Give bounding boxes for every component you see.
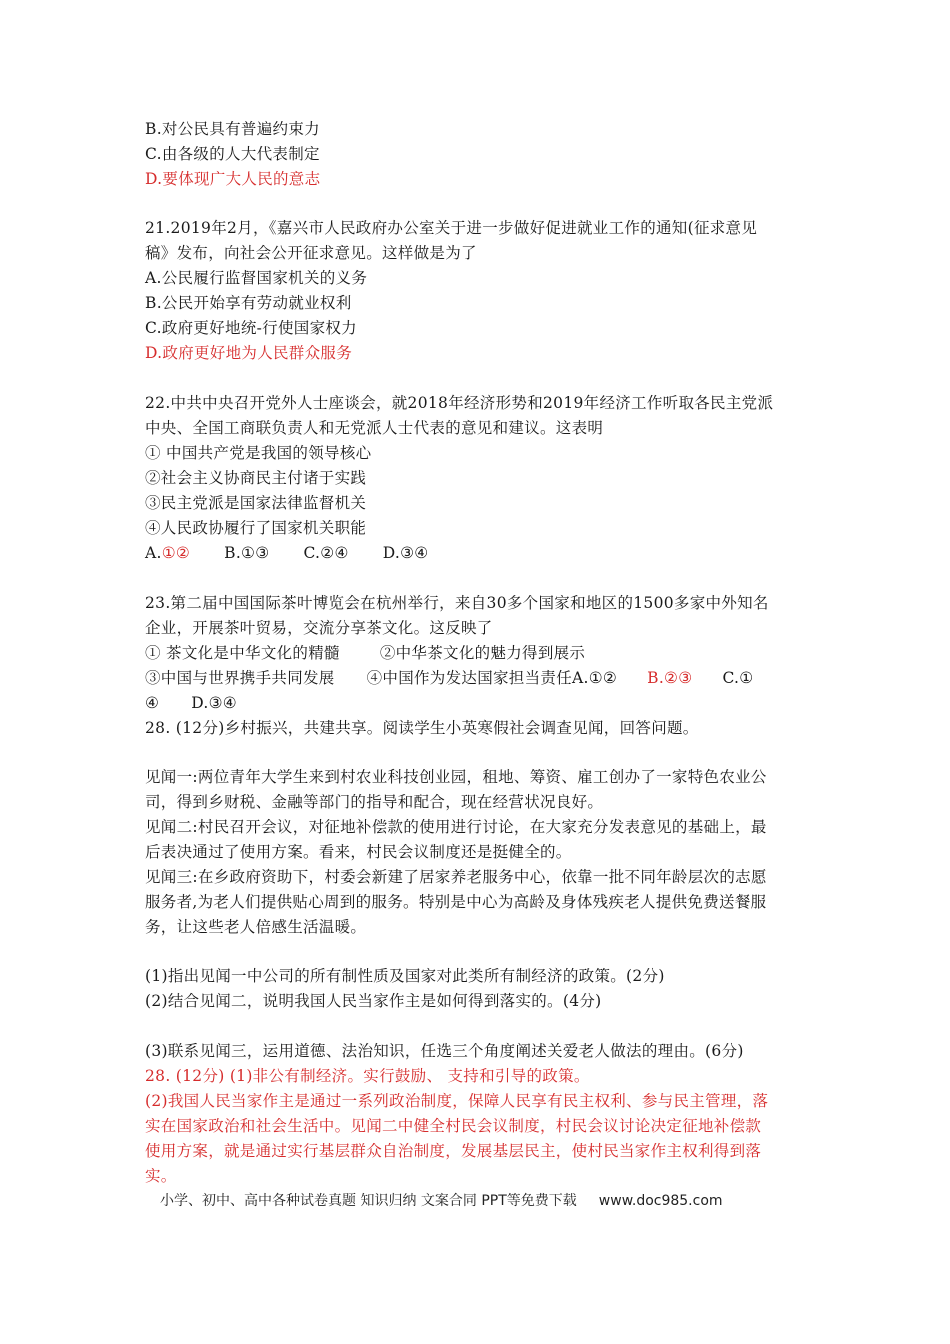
q28-answer-2-line4: 实。 bbox=[145, 1167, 177, 1185]
q23-item-4: ④中国作为发达国家担当责任 bbox=[366, 669, 573, 687]
q23-items-row2 bbox=[145, 666, 753, 690]
q22-option-c: C.②④ bbox=[303, 544, 349, 562]
q22-option-d: D.③④ bbox=[382, 544, 429, 562]
q20-option-c: C.由各级的人大代表制定 bbox=[145, 145, 320, 163]
q23-stem-line2: 企业，开展茶叶贸易，交流分享茶文化。这反映了 bbox=[145, 619, 493, 637]
q28-sub1: (1)指出见闻一中公司的所有制性质及国家对此类所有制经济的政策。(2分) bbox=[145, 967, 665, 985]
q22-item-4: ④人民政协履行了国家机关职能 bbox=[145, 519, 367, 537]
footer-url-link[interactable]: www.doc985.com bbox=[598, 1193, 723, 1209]
q22-stem-line1: 22.中共中央召开党外人士座谈会，就2018年经济形势和2019年经济工作听取各民主党派 bbox=[145, 394, 774, 412]
q28-answer-2-line1: (2)我国人民当家作主是通过一系列政治制度，保障人民享有民主权利、参与民主管理，落 bbox=[145, 1092, 769, 1110]
q21-option-b: B.公民开始享有劳动就业权利 bbox=[145, 294, 352, 312]
q28-jianwen3-line2: 服务者,为老人们提供贴心周到的服务。特别是中心为高龄及身体残疾老人提供免费送餐服 bbox=[145, 893, 767, 911]
q23-option-b-answer: B.②③ bbox=[647, 669, 693, 687]
q22-option-b: B.①③ bbox=[224, 544, 270, 562]
q22-options bbox=[145, 541, 428, 565]
q22-option-a-prefix: A. bbox=[145, 544, 162, 562]
q23-item-3: ③中国与世界携手共同发展 bbox=[145, 669, 335, 687]
q22-item-2: ②社会主义协商民主付诸于实践 bbox=[145, 469, 367, 487]
q28-jianwen3-line3: 务，让这些老人倍感生活温暖。 bbox=[145, 918, 367, 936]
q28-sub2: (2)结合见闻二，说明我国人民当家作主是如何得到落实的。(4分) bbox=[145, 992, 602, 1010]
q28-header: 28. (12分)乡村振兴，共建共享。阅读学生小英寒假社会调查见闻，回答问题。 bbox=[145, 719, 699, 737]
q28-sub3: (3)联系见闻三，运用道德、法治知识，任选三个角度阐述关爱老人做法的理由。(6分) bbox=[145, 1042, 744, 1060]
q21-option-a: A.公民履行监督国家机关的义务 bbox=[145, 269, 368, 287]
q28-jianwen1-line2: 司，得到乡财税、金融等部门的指导和配合，现在经营状况良好。 bbox=[145, 793, 604, 811]
q20-option-b: B.对公民具有普遍约束力 bbox=[145, 120, 320, 138]
q23-items-row1 bbox=[145, 641, 585, 665]
q28-jianwen1-line1: 见闻一:两位青年大学生来到村农业科技创业园，租地、筹资、雇工创办了一家特色农业公 bbox=[145, 768, 767, 786]
q28-answer-1: 28. (12分) (1)非公有制经济。实行鼓励、 支持和引导的政策。 bbox=[145, 1067, 590, 1085]
q28-jianwen2-line1: 见闻二:村民召开会议，对征地补偿款的使用进行讨论，在大家充分发表意见的基础上，最 bbox=[145, 818, 767, 836]
q23-option-c-part1: C.① bbox=[722, 669, 754, 687]
q23-option-a: A.①② bbox=[572, 669, 618, 687]
q28-jianwen3-line1: 见闻三:在乡政府资助下，村委会新建了居家养老服务中心，依靠一批不同年龄层次的志愿 bbox=[145, 868, 767, 886]
q28-answer-2-line3: 使用方案，就是通过实行基层群众自治制度，发展基层民主，使村民当家作主权利得到落 bbox=[145, 1142, 762, 1160]
q21-stem-line1: 21.2019年2月，《嘉兴市人民政府办公室关于进一步做好促进就业工作的通知(征求意见 bbox=[145, 219, 758, 237]
q22-stem-line2: 中央、全国工商联负责人和无党派人士代表的意见和建议。这表明 bbox=[145, 419, 604, 437]
q20-option-d-answer: D.要体现广大人民的意志 bbox=[145, 170, 321, 188]
q21-option-c: C.政府更好地统-行使国家权力 bbox=[145, 319, 357, 337]
footer bbox=[160, 1190, 723, 1210]
q22-item-1: ① 中国共产党是我国的领导核心 bbox=[145, 444, 372, 462]
footer-text: 小学、初中、高中各种试卷真题 知识归纳 文案合同 PPT等免费下载 bbox=[160, 1193, 577, 1209]
q21-option-d-answer: D.政府更好地为人民群众服务 bbox=[145, 344, 353, 362]
q23-option-c-part2: ④ bbox=[145, 694, 160, 712]
q23-item-2: ②中华茶文化的魅力得到展示 bbox=[379, 644, 586, 662]
q21-stem-line2: 稿》发布，向社会公开征求意见。这样做是为了 bbox=[145, 244, 477, 262]
q28-answer-2-line2: 实在国家政治和社会生活中。见闻二中健全村民会议制度，村民会议讨论决定征地补偿款 bbox=[145, 1117, 762, 1135]
q22-item-3: ③民主党派是国家法律监督机关 bbox=[145, 494, 367, 512]
q22-option-a-answer: ①② bbox=[161, 544, 191, 562]
q23-stem-line1: 23.第二届中国国际茶叶博览会在杭州举行，来自30多个国家和地区的1500多家中外知名 bbox=[145, 594, 769, 612]
q23-option-d: D.③④ bbox=[191, 694, 237, 712]
q28-jianwen2-line2: 后表决通过了使用方案。看来，村民会议制度还是挺健全的。 bbox=[145, 843, 572, 861]
q23-options-row3 bbox=[145, 691, 237, 715]
q23-item-1: ① 茶文化是中华文化的精髓 bbox=[145, 644, 340, 662]
